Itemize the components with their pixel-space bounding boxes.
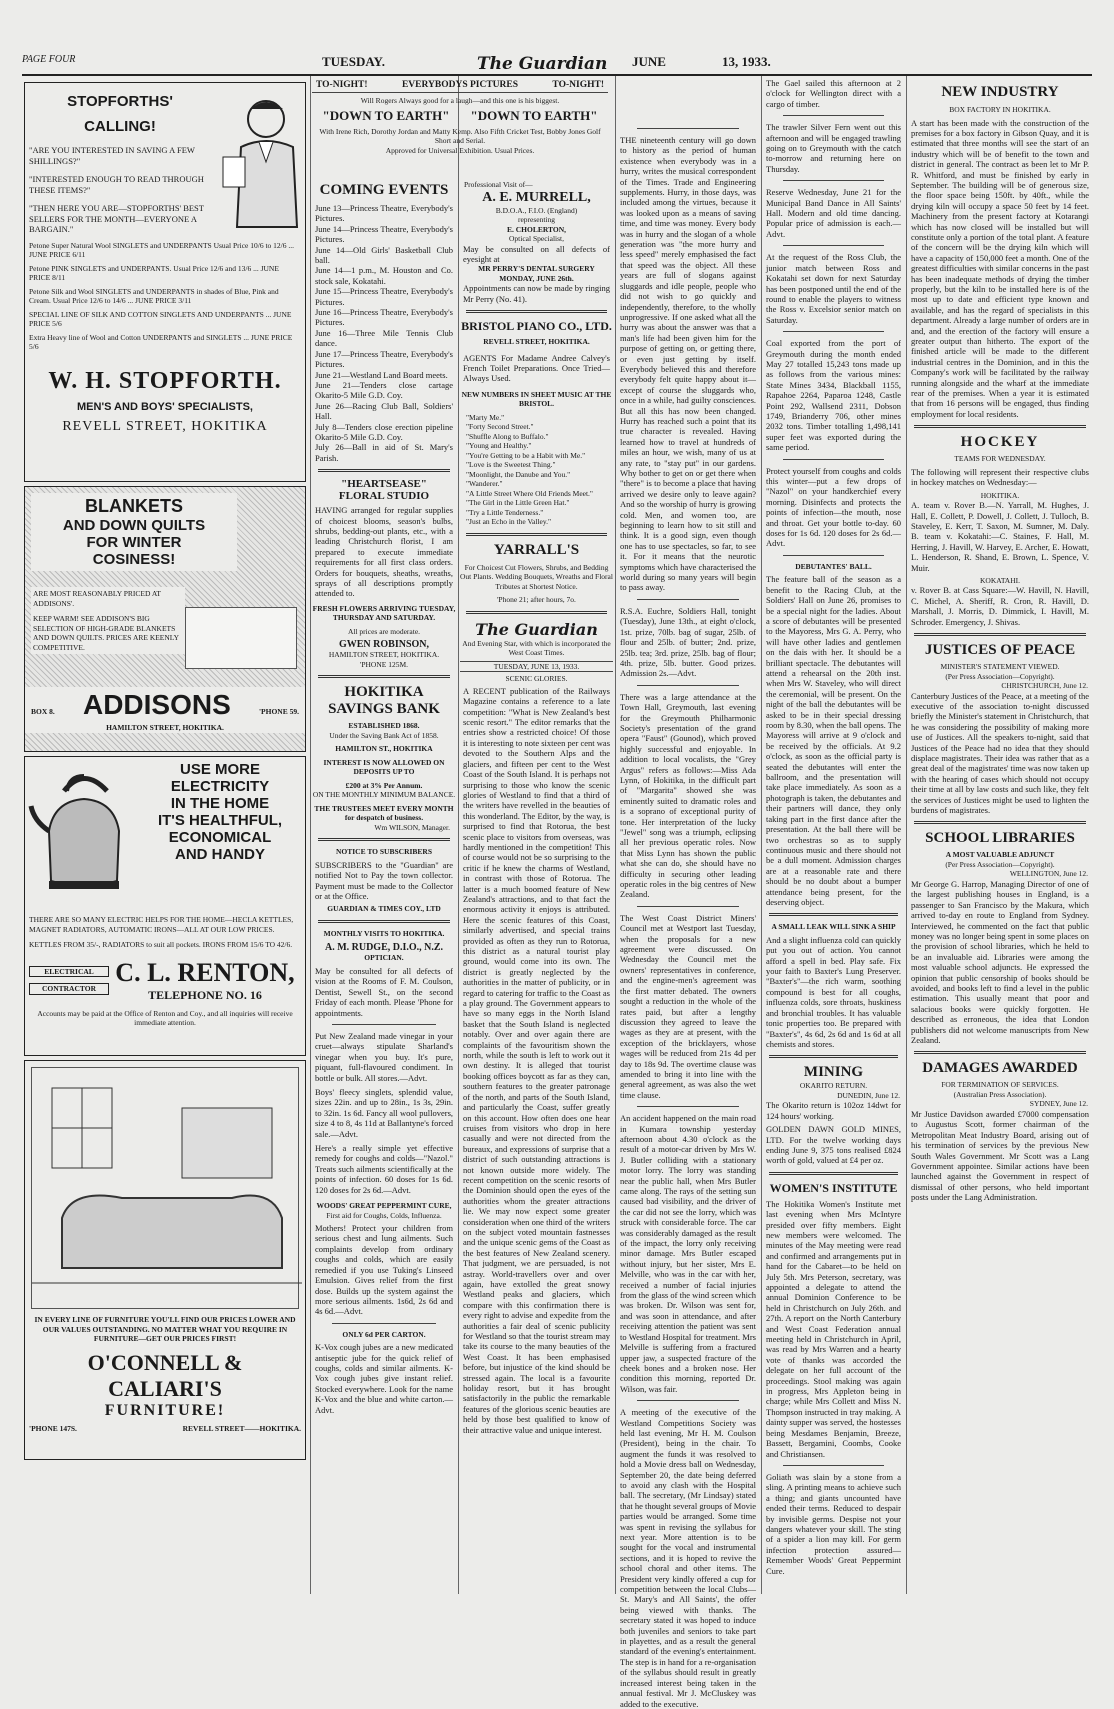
addisons-headline: FOR WINTER [86, 534, 182, 551]
article-silver-fern: The trawler Silver Fern went out this afternoon and will be engaged trawling going on to Greymouth with the catch to-morrow and returning here on Thursday. [766, 122, 901, 174]
hockey-heading: HOCKEY [960, 434, 1040, 451]
renton-headline: ELECTRICITY [170, 778, 270, 795]
article-accident: An accident happened on the main road in Kumara township yesterday afternoon about 4.30 o'clock as the result of a motor-car driven by Mrs W. J. Butler colliding with a stationary motor lorry. The lorry was standing near the public hall, when Mrs Butler came along. The rays of the setting sun caused bad visibility, and the driver of the car did not see the lorry, which was struck with considerable force. The car was considerably damaged as the result of the impact, the lorry only receiving minor damage. Mrs Butler escaped without injury, but her sister, Mrs E. Melville, who was in the car with her, received a number of facial injuries from the glass of the wind screen which was broken. Dr. Wilson was sent for, and was soon in attendance, and after receiving attention the patient was sent to Westland Hospital for treatment. Mrs Melville is suffering from a fractured upper jaw, a suspected fracture of the cheek bones and a broken nose. Her condition this morning, reported Dr. Wilson, was fair. [620, 1113, 756, 1394]
addisons-headline: AND DOWN QUILTS [62, 517, 206, 534]
bank-title: HOKITIKA [344, 684, 424, 701]
article-faust: There was a large attendance at the Town Hall, Greymouth, last evening for the Greymouth Philharmonic Society's presentation of the grand opera "Faust" (Gounod), which proved highly successful and enjoyable. In addition to local vocalists, the "Grey Argus" refers as follows:—Miss Ada Lynn, of Hokitika, in the difficult part of "Margarita" showed she was eminently suited to dramatic roles and is a soprano of exceptional purity of tone. Her interpretation of the lucky "Jewel" song was a triumph, eclipsing all her previous operatic roles. Now that Miss Lynn has shown the public what she can do, she should have no difficulty in securing other leading operatic roles in the big centres of New Zealand. [620, 691, 756, 900]
addisons-phone: 'PHONE 59. [258, 707, 299, 716]
song-item: "Just an Echo in the Valley." [466, 517, 552, 527]
song-item: "You're Getting to be a Habit with Me." [466, 450, 586, 460]
bank-manager: Wm WILSON, Manager. [374, 822, 450, 832]
libraries-dateline: WELLINGTON, June 12. [1009, 869, 1088, 879]
event-item: June 14—Old Girls' Basketball Club ball. [315, 244, 453, 266]
article-libraries: Mr George G. Harrop, Managing Director of one of the largest publishing houses in England, is a passenger to San Francisco by the Makura, which arrived to-day en route to England from Sydney. Interviewed, he commented on the fact that public money was no longer being spent in some places on the provision of school libraries, which he held to be an invaluable aid. Libraries were among the most valuable school adjuncts. He expressed the opinion that public censorship of books should be avoided, and books left to find a level in the public estimation. This usually meant that poor and salacious books were quickly forgotten. He described as erroneous, the idea that London publishers did not welcome manuscripts from New Zealand. [911, 878, 1089, 1046]
song-item: "Wanderer." [466, 479, 503, 489]
event-item: June 21—Westland Land Board meets. [315, 369, 448, 380]
article-miners: The West Coast District Miners' Council met at Westport last Tuesday, when the proposals for a new agreement were discussed. On Wednesday the Council met the owners' representatives in conference, and the engine-men's agreement was the first matter debated. The owners sought a reduction in the whole of the rates paid, but after a lengthy discussion they agreed to leave the wages as they are at present, with the exception of the bricklayers, whose wages will be reduced from 21s 4d per day to 18s 9d. The overtime clause was amended to bring it into line with the general agreement, as was also the wet time clause. [620, 912, 756, 1100]
price-item: Extra Heavy line of Wool and Cotton UNDERPANTS and SINGLETS ... JUNE PRICE 5/6 [29, 332, 293, 351]
yarrall-title: YARRALL'S [493, 541, 580, 558]
damages-assoc: (Australian Press Association). [953, 1089, 1047, 1099]
electrical-label: ELECTRICAL [29, 966, 109, 978]
column-4 [617, 78, 759, 1709]
article-justices: Canterbury Justices of the Peace, at a meeting of the executive of the association to-night discussed briefly the Minister's statement in Christchurch, that he was considering the possibility of making more use of Justices. All the speakers to-night, said that Justices of the Peace had no idea that they should displace magistrates. Their idea was rather that as a great deal of the magistrates' time was now taken up with the hearing of cases which should not occupy their time at all by law costs and such like, they felt the services of Justices might be used to lighten the burdens of magistrates. [911, 690, 1089, 816]
event-item: July 26—Ball in aid of St. Mary's Parish. [315, 442, 453, 463]
addisons-name: ADDISONS [82, 689, 231, 720]
hockey-subheading: TEAMS FOR WEDNESDAY. [954, 454, 1046, 464]
song-item: "Forty Second Street." [466, 422, 534, 432]
murrell-name: A. E. MURRELL, [482, 189, 591, 205]
article-damages: Mr Justice Davidson awarded £7000 compensation to Augustus Scott, former chairman of the Metropolitan Meat Industry Board, arising out of his termination of services by the previous New South Wales Government. Mr Scott was a Lang Government appointee. Similar actions have been launched against the Government in respect of dismissal of other persons, who held important posts under the Lang Administration. [911, 1108, 1089, 1203]
addisons-box: BOX 8. [31, 707, 55, 716]
rudge-name: A. M. RUDGE, D.I.O., N.Z. [324, 942, 444, 954]
price-item: Petone PINK SINGLETS and UNDERPANTS. Usual Price 12/6 and 13/6 ... JUNE PRICE 8/11 [29, 263, 279, 282]
room-illustration [31, 1067, 299, 1309]
kettle-illustration [29, 761, 139, 911]
renton-ad [24, 756, 306, 1056]
renton-name: C. L. RENTON, [115, 957, 295, 987]
murrell-intro: Professional Visit of— [464, 180, 533, 189]
addisons-ad [24, 486, 306, 752]
article-nazol: Protect yourself from coughs and colds this winter—put a few drops of "Nazol" on your handkerchief every morning. Disinfects and protects the points of infection—the mouth, nose and throat. Get your bottle to-day. 60 doses for 1s 6d. 120 doses for 2s 6d.—Advt. [766, 465, 901, 549]
banner-text: Will Rogers Always good for a laugh—and this one is his biggest. [360, 96, 560, 105]
song-item: "Young and Healthy." [466, 441, 532, 451]
murrell-degree: B.D.O.A., F.I.O. (England) [495, 205, 578, 215]
advert-note: Put New Zealand made vinegar in your cruet—always stipulate Sharland's vinegar when you buy. It's pure, piquant, full-flavoured condiment. In bottle or bulk. All stores.—Advt. [315, 1030, 453, 1083]
event-item: June 16—Three Mile Tennis Club dance. [315, 327, 453, 349]
oconnell-phone: 'PHONE 147S. [29, 1423, 77, 1433]
article-golden-dawn: GOLDEN DAWN GOLD MINES, LTD. For the twelve working days ending June 9, 375 tons realised £824 worth of gold, valued at £4 per oz. [766, 1124, 901, 1166]
rudge-optician: OPTICIAN. [364, 953, 404, 963]
oconnell-name: O'CONNELL & CALIARI'S [87, 1349, 243, 1401]
kokatahi-team: v. Rover B. at Cass Square:—W. Havill, N. Havill, C. Michel, A. Sheriff, R. Cron, R. Havill, D. Marshall, J. Morris, D. Dimmick, I. Havill, M. Schroder. Emergency, J. Shivas. [911, 585, 1089, 627]
stopforth-name: W. H. STOPFORTH. [48, 367, 282, 394]
addisons-street: HAMILTON STREET, HOKITIKA. [25, 723, 305, 733]
event-item: June 14—Princess Theatre, Everybody's Pictures. [315, 223, 453, 245]
song-item: "Shuffle Along to Buffalo." [466, 431, 549, 441]
murrell-firm: E. CHOLERTON, [507, 224, 566, 234]
damages-dateline: SYDNEY, June 12. [1029, 1099, 1088, 1109]
banner-text: With Irene Rich, Dorothy Jordan and Matty Kemp. Also Fifth Cricket Test, Bobby Jones Golf Short and Serial. [319, 126, 601, 145]
mining-heading: MINING [803, 1064, 864, 1081]
song-item: "The Girl in the Little Green Hat." [466, 498, 570, 508]
florist-prices: All prices are moderate. [347, 626, 421, 636]
rudge-title: MONTHLY VISITS TO HOKITIKA. [323, 928, 445, 938]
article-mining: The Okarito return is 102oz 14dwt for 124 hours' working. [766, 1100, 901, 1121]
florist-ad [312, 478, 456, 669]
rudge-body: May be consulted for all defects of vision at the Rooms of F. M. Coulson, Dentist, Sewell St., on the second Friday of each month. Please 'Phone for appointments. [315, 965, 453, 1018]
bank-established: ESTABLISHED 1868. [348, 721, 420, 731]
notice-body: SUBSCRIBERS to the "Guardian" are notified Not to Pay the town collector. Payment must be made to the Collector or at the Office. [315, 859, 453, 902]
subscribers-notice [312, 847, 456, 914]
yarrall-ad [460, 542, 613, 605]
murrell-rep: representing [517, 215, 556, 224]
libraries-heading: SCHOOL LIBRARIES [925, 830, 1075, 847]
renton-text: Accounts may be paid at the Office of Renton and Coy., and all inquiries will receive immediate attention. [37, 1008, 293, 1027]
florist-phone: 'PHONE 125M. [359, 659, 409, 669]
article-industry: A start has been made with the construction of the premises for a box factory in Gibson Quay, and it is estimated that three months will see the start of an industry which will be of benefit to the town and district in general. The contract as been let to Mr P. R. Whitford, and must be finished by early in September. The building will be of generous size, the floor space being 150ft. by 40ft., while the drying kiln will occupy a space 50 feet by 14 feet. Machinery from the present factory at Kotarangi which has now closed will be installed but will constitute only a portion of the total plant. A feature of the concern will be the drying kiln which will have a capacity of 150,000 feet a month. One of the greatest difficulties with similar concerns in the past has been inadequate methods of drying the timber properly, but the kiln to be installed here is of the most up to date and efficient type known and available, and has the regard of specialists in this department. Already a large number of orders are in and, and the erection of the factory will ensure a greater output than hitherto. The export of the finished article will be made to the different industrial centres in the Dominion, and in this the Company's work will be facilitated by the railway running alongside and the wharf at the immediate rear of the premises. When a year it is estimated that from 16 persons will be engaged, thus finding employment for local residents. [911, 117, 1089, 419]
bank-act: Under the Saving Bank Act of 1858. [329, 730, 439, 740]
piano-address: REVELL STREET, HOKITIKA. [483, 337, 590, 347]
florist-name: GWEN ROBINSON, [338, 639, 429, 651]
song-item: "Marty Me." [466, 412, 505, 422]
murrell-ad [460, 180, 613, 304]
piano-title: BRISTOL PIANO CO., LTD. [461, 319, 612, 334]
florist-body: HAVING arranged for regular supplies of choicest blooms, season's bulbs, shrubs, bedding-out plants, etc., with a leading Christchurch florist, I am prepared to execute immediate requirements for all first class orders. Orders for bouquets, sheaths, wreaths, sprays of all descriptions promptly attended to. [315, 505, 453, 599]
event-item: June 17—Princess Theatre, Everybody's Pictures. [315, 348, 453, 370]
justices-subheading: MINISTER'S STATEMENT VIEWED. [940, 662, 1060, 672]
renton-telephone: TELEPHONE NO. 16 [148, 987, 262, 1002]
addisons-headline: COSINESS! [92, 551, 176, 568]
film-title: "DOWN TO EARTH" [322, 107, 450, 123]
stopforth-subtitle: CALLING! [84, 118, 156, 135]
stopforth-title: STOPFORTHS' [67, 93, 173, 110]
florist-title: "HEARTSEASE" [341, 478, 427, 491]
column-2 [312, 180, 456, 1594]
stopforth-question: "INTERESTED ENOUGH TO READ THROUGH THESE ITEMS?" [29, 174, 204, 195]
bank-minimum: ON THE MONTHLY MINIMUM BALANCE. [312, 790, 456, 800]
industry-heading: NEW INDUSTRY [941, 84, 1059, 100]
florist-fresh: FRESH FLOWERS ARRIVING TUESDAY, THURSDAY AND SATURDAY. [312, 603, 456, 623]
banner-title: EVERYBODYS PICTURES [401, 80, 519, 90]
bed-illustration [185, 607, 297, 669]
event-item: June 21—Tenders close cartage Okarito-5 Mile G.D. Coy. [315, 379, 453, 401]
pictures-banner [312, 78, 608, 178]
bank-title: SAVINGS BANK [328, 701, 440, 718]
coming-events-title: COMING EVENTS [319, 182, 449, 198]
florist-address: HAMILTON STREET, HOKITIKA. [328, 650, 440, 660]
justices-assoc: (Per Press Association—Copyright). [945, 671, 1055, 681]
article-coal: Coal exported from the port of Greymouth during the month ended May 27 totalled 15,243 tons made up as follows from the various mines: State Mines 3434, Blackball 1155, Rapahoe 2264, Paparoa 1248, Castle Point 292, Wallsend 2311, Dobson 1749, Brianderry 706, other mines 2032 tons. Timber totalling 1,498,141 super feet was exported during the same period. [766, 338, 901, 453]
renton-headline: AND HANDY [175, 846, 265, 863]
hockey-intro: The following will represent their respective clubs in hockey matches on Wednesday:— [911, 466, 1089, 488]
price-item: Petone Super Natural Wool SINGLETS and UNDERPANTS Usual Price 10/6 to 12/6 ... JUNE PRICE 6/11 [29, 240, 295, 259]
addisons-text: KEEP WARM! SEE ADDISON'S BIG SELECTION OF HIGH-GRADE BLANKETS AND DOWN QUILTS. PRICES ARE KEENLY COMPETITIVE. [33, 614, 179, 652]
price-item: SPECIAL LINE OF SILK AND COTTON SINGLETS AND UNDERPANTS ... JUNE PRICE 5/6 [29, 309, 292, 328]
event-item: June 14—1 p.m., M. Houston and Co. stock sale, Kokatahi. [315, 265, 453, 286]
justices-dateline: CHRISTCHURCH, June 12. [1001, 681, 1088, 691]
column-divider [310, 76, 311, 1594]
hokitika-teams: A. team v. Rover B.—N. Yarrall, M. Hughes, J. Hall, E. Collett, P. Dowell, J. Collett, J. Tulloch, B. Staveley, E. Kerr, T. Saxon, M. Sumner, M. Daly. B. team v. Kokatahi:—C. Staines, F. Hall, M. Herring, J. Havill, W. Harvey, E. Archer, E. Howatt, L. Henderson, R. Shand, E. Brown, L. Spence, V. Muir. [911, 500, 1089, 573]
peppermint-title: WOODS' GREAT PEPPERMINT CURE, [316, 1201, 452, 1211]
editorial-masthead: The Guardian [475, 619, 598, 639]
header-day: TUESDAY. [322, 54, 385, 69]
notice-name: GUARDIAN & TIMES COY., LTD [327, 904, 441, 914]
industry-subheading: BOX FACTORY IN HOKITIKA. [949, 105, 1051, 114]
piano-agents: AGENTS For Madame Andree Calvey's French Toilet Preparations. Once Tried—Always Used. [463, 352, 610, 384]
murrell-appointments: Appointments can now be made by ringing Mr Perry (No. 41). [463, 283, 610, 304]
kvox-body: K-Vox cough jubes are a new medicated antiseptic jube for the quick relief of coughs, colds and similar ailments. K-Vox cough jubes give instant relief. Stocked everywhere. Look for the name K-Vox and the blue and white carton.—Advt. [315, 1342, 453, 1415]
peppermint-body: Mothers! Protect your children from serious chest and lung ailments. Such complaints develop from ordinary coughs and colds, which are easily remedied if you use Tuking's Linseed Emulsion. Gives relief from the first dose. Builds up the system against the more serious ailments. 1s6d, 2s 6d and 4s 6d.—Advt. [315, 1223, 453, 1317]
debutantes-heading: DEBUTANTES' BALL. [795, 561, 872, 571]
column-3 [460, 180, 613, 1594]
event-item: June 13—Princess Theatre, Everybody's Pictures. [315, 203, 453, 224]
column-divider [906, 76, 907, 1594]
renton-headline: IT'S HEALTHFUL, [157, 812, 283, 829]
stopforth-question: "THEN HERE YOU ARE—STOPFORTHS' BEST SELLERS FOR THE MONTH—EVERYONE A BARGAIN." [29, 203, 204, 234]
article-competitions: A meeting of the executive of the Westland Competitions Society was held last evening, Mr H. M. Coulson (President), being in the chair. To augment the funds it was resolved to hold a Movie dress ball on Wednesday, September 20, the date being deferred to avoid any clash with the Hospital ball. The secretary, (Mr Lindsay) stated that he thought several groups of Movie parties would be arranged. Some time was spent in revising the syllabus for next year. More attention is to be sought for the vocal and instrumental sections, and it is hoped to revive the school choral and other items. The President very kindly offered a cup for competition between the local Clubs—St. Mary's and All Saints', the offer being viewed with thanks. The secretary stated it was hoped to induce both juveniles and seniors to take part in playettes, and as a result the general standard of the evening's entertainment. The step is in hand for a re-organisation of the syllabus should result in greatly increased interest being taken in the annual festival. Mr J. McCluskey was added to the executive. [620, 1407, 756, 1709]
mining-dateline: DUNEDIN, June 12. [837, 1090, 900, 1100]
bank-interest: INTEREST IS NOW ALLOWED ON DEPOSITS UP TO [323, 757, 445, 777]
piano-new-music: NEW NUMBERS IN SHEET MUSIC AT THE BRISTOL. [461, 389, 612, 409]
column-divider [761, 76, 762, 1594]
stopforth-address: REVELL STREET, HOKITIKA [62, 418, 268, 434]
stopforth-ad [24, 82, 306, 482]
hokitika-heading: HOKITIKA. [980, 490, 1020, 500]
song-item: "Moonlight, the Danube and You." [466, 469, 571, 479]
murrell-firm2: Optical Specialist, [509, 234, 564, 243]
bristol-piano-ad [460, 319, 613, 527]
yarrall-phone: 'Phone 21; after hours, 7o. [497, 595, 576, 605]
renton-text: KETTLES FROM 35/-, RADIATORS to suit all pockets. IRONS FROM 15/6 TO 42/6. [29, 940, 293, 949]
damages-heading: DAMAGES AWARDED [922, 1060, 1078, 1077]
article-ross: At the request of the Ross Club, the junior match between Ross and Kokatahi set down for next Saturday has been postponed until the end of the round to enable the players to witness the Ross v. Excelsior senior match on Saturday. [766, 252, 901, 325]
contractor-label: CONTRACTOR [29, 983, 109, 995]
addisons-headline: BLANKETS [85, 496, 183, 516]
oconnell-ad [24, 1060, 306, 1460]
masthead: The Guardian [477, 54, 608, 74]
editorial-sub: And Evening Star, with which is incorporated the West Coast Times. [462, 638, 611, 658]
libraries-assoc: (Per Press Association—Copyright). [945, 859, 1055, 869]
event-item: June 16—Princess Theatre, Everybody's Pictures. [315, 307, 453, 328]
editorial-body: A RECENT publication of the Railways Magazine contains a reference to a late competition: "What is New Zealand's best scenic resort." The editor remarks that the entries show a restricted choice! Of those it is interesting to note sixteen per cent was devoted to the Southern Alps and the glaciers, and fifteen per cent to the West Coast of the South Island. It is perhaps not surprising to those who know the scenic glories of Westland to find that a third of the writers have revelled in the beauties of this wonderland. The Editor, by the way, is surprised to find that Rotorua, the best scenic place to visitors from overseas, was hardly mentioned in the competition! This of course would not be so surprising to the critic if he knew the charms of Westland, in contrast with those of Rotorua. The latter is a much boomed feature of New Zealand's attractions, and to that fact the enormous activity it enjoys is attributed. Here the scenic features of this Coast, similarly advertised, and special trains provided as often as they run to Rotorua, this district as a natural tourist play ground, would come into its own. The district is greatly neglected by the authorities in the matter of publicity, or in regard to catering for traffic to the Coast as a play ground. The Government appears to have so many eggs in the North Island basket that the South Island is neglected notably. Over and over again there are complaints of the favouritism shown the north, while the south is left to work out it own destiny. It is alleged that tourist booking offices boycott as far as they can, southern features to the greater patronage of the north, and parts of the South Island, and particularly the Coast, suffer greatly on this account. How often does one hear cruises from visitors who drop in here casually and were not directed from the bureaux, and expressions of surprise that a district of such outstanding attractions is not known outside more widely. The recent competition on the scenic resorts of the Dominion should open the eyes of the authorities whom the greater attractions lie. We may now expect some greater consideration when one third of the writers on the subject voted mountain fastnesses and the unique scenic gems of the Coast as the best features of New Zealand scenery. That judgment, we are persuaded, is not astray. World-travellers over and over again, have extolled the great snowy Westland peaks and glaciers, which compare with this confirmation there is every right to advise and expedite from the authorities a fair deal of scenic publicity for Westland so that the tourist stream may take its course to the many beauties of the West Coast. It has been emphasised before, but injustice of the kind should be stressed again. The local is a favourite holiday resort, but it has brought satisfactorily in the public the remarkable features of the glorious scenic beauties are held by those best qualified to know of their attractive value and unique interest. [463, 685, 610, 1435]
justices-heading: JUSTICES OF PEACE [924, 642, 1076, 659]
column-divider [458, 76, 459, 1594]
editorial [460, 620, 613, 1435]
event-item: June 26—Racing Club Ball, Soldiers' Hall. [315, 400, 453, 422]
savings-bank-ad [312, 684, 456, 832]
florist-subtitle: FLORAL STUDIO [338, 490, 430, 503]
bank-trustees: THE TRUSTEES MEET EVERY MONTH for despatch of business. [314, 803, 454, 823]
salesman-illustration [211, 87, 301, 227]
banner-text: Approved for Universal Exhibition. Usual Prices. [385, 145, 535, 155]
song-list [460, 413, 613, 527]
leak-heading: A SMALL LEAK WILL SINK A SHIP [771, 922, 896, 932]
notice-title: NOTICE TO SUBSCRIBERS [335, 847, 432, 857]
murrell-body: May be consulted on all defects of eyesight at [463, 243, 610, 264]
header-month: JUNE [632, 54, 666, 69]
banner-right: TO-NIGHT! [552, 80, 604, 90]
kokatahi-heading: KOKATAHI. [979, 575, 1021, 585]
editorial-date: TUESDAY, JUNE 13, 1933. [460, 661, 613, 673]
coming-events-list [312, 203, 456, 463]
article-hurry: THE nineteenth century will go down to history as the period of human existence when everybody was in a hurry, writes the musical correspondent of the Times. Trade and Engineering supplements. Hurry, in those days, was included among the virtues, because it was looked upon as a means of saving time, and time was money. Every body was in hurry and the slogan of a whole generation was "the more hurry and less speed" merely emphasised the fact that speed was the object. All these years are full of slogans against sluggards and idle people, people who did not wish to go quickly and independently, therefore, to the wholly unprogressive. If one asked what all the hurry was about the answer was that a man's life had been given him for the purpose of getting on, or getting there, or even just getting by itself. Everybody believed this and therefore everybody felt quite happy about it—except of course the sluggards who, once in a while, had guilty consciences. But all this has now been changed. Hurry has reached such a point that its true character is revealed. Having learned how to travel at hundreds of miles an hour, we wish, many of us at any rate, to "stay put" in our gardens. Why bother to get on or get there when "there" is to become a place that having arrived we desire only to leave again? And so the worship of hurry is growing cold. Men, and women too, are beginning to learn how to sit still and think. It is a good sign, even though one has to use spectacles, so far, to see it. For it means that the neurotic symptoms which have characterised the world during so many years will begin to pass away. [620, 135, 756, 593]
song-item: "Love is the Sweetest Thing." [466, 460, 556, 470]
article-womens-institute: The Hokitika Women's Institute met last evening when Mrs McIntyre presided over fifty members. Eight new members were welcomed. The minutes of the May meeting were read and confirmed and arrangements put in hand for the Cabaret—to be held on July 5th. Mrs Peterson, secretary, was appointed a delegate to attend the annual Dominion Conference to be held in Christchurch on July 26th. and 27th. A report on the North Canterbury and West Coast Federation annual meeting held in Christchurch in April, was read by Mrs Warren and a hearty vote of thanks was accorded the delegate on her full account of the proceedings. Stool making was again in progress, Mrs Appleton being in charge; while Mrs Collett and Miss N. Thompson instructed in tray making. A dainty supper was served, the hostesses being Mesdames Benjamin, Breeze, Bassett, Bergamini, Coombs, Cooke and Christiansen. [766, 1198, 901, 1459]
header-date: 13, 1933. [722, 54, 771, 69]
column-ads-left [22, 78, 308, 1594]
column-divider [615, 76, 616, 1594]
womens-institute-heading: WOMEN'S INSTITUTE [769, 1180, 898, 1195]
article-goliath: Goliath was slain by a stone from a sling. A printing means to achieve such a thing; and giants uncounted have ended their terms. Reduced to despair by invisible germs. Despise not your dangers whatever your skill. The sting of a spider a lion may kill. For germ infection protection assured—Remember Woods' Great Peppermint Cure. [766, 1471, 901, 1576]
song-item: "Try a Little Tenderness." [466, 507, 544, 517]
addisons-text: ARE MOST REASONABLY PRICED AT ADDISONS'. [33, 589, 161, 608]
oconnell-text: IN EVERY LINE OF FURNITURE YOU'LL FIND OUR PRICES LOWER AND OUR VALUES OUTSTANDING. NO MATTER WHAT YOU REQUIRE IN FURNITURE—GET OUR PRICES FIRST! [34, 1315, 296, 1343]
advert-note: Boys' fleecy singlets, splendid value, sizes 22in. and up to 28in., 1s 3s, 29in. to 32in. 1s 6d. Fancy all wool pullovers, size 4 to 8, 4s 11d at Ballantyne's forced sale.—Advt. [315, 1087, 453, 1139]
event-item: July 8—Tenders close erection pipeline Okarito-5 Mile G.D. Coy. [315, 421, 453, 442]
mining-subheading: OKARITO RETURN. [799, 1081, 868, 1091]
article-gael: The Gael sailed this afternoon at 2 o'clock for Wellington direct with a cargo of timber. [766, 78, 901, 109]
stopforth-price-list [29, 241, 301, 352]
advert-note: Here's a really simple yet effective remedy for coughs and colds—"Nazol." Treats such ailments scientifically at the points of infection. 60 doses for 1s 6d. 120 doses for 2s 6d.—Advt. [315, 1143, 453, 1195]
stopforth-question: "ARE YOU INTERESTED IN SAVING A FEW SHILLINGS?" [29, 145, 195, 166]
event-item: June 15—Princess Theatre, Everybody's Pictures. [315, 286, 453, 307]
page-number: PAGE FOUR [22, 54, 76, 65]
kvox-title: ONLY 6d PER CARTON. [342, 1329, 426, 1339]
article-rsa: R.S.A. Euchre, Soldiers Hall, tonight (Tuesday), June 13th., at eight o'clock, 1st. prize, 70lb. bag of sugar, 25lb. of flour and 25lb. of butter; 2nd. prize, 25lb. tea; 3rd. prize, 25lb. bag of flour; 4th. prize, 5lb. butter. Good prizes. Admission 2s.—Advt. [620, 605, 756, 679]
editorial-headline: SCENIC GLORIES. [505, 674, 568, 684]
header-rule [22, 74, 1092, 76]
article-band-dance: Reserve Wednesday, June 21 for the Municipal Band Dance in All Saints' Hall. Modern and old time dancing. Popular price of admission is each.—Advt. [766, 187, 901, 239]
murrell-surgery: MR PERRY'S DENTAL SURGERY [478, 264, 595, 274]
article-leak: And a slight influenza cold can quickly put you out of action. You cannot afford a spell in bed. Play safe. Fix your faith to Baxter's Lung Preserver. "Baxter's"—the rich warm, soothing compound is best for all coughs, influenza colds, sore throats, huskiness and bronchial troubles. It has valuable tonic properties too. Be prepared with "Baxter's", 4s 6d, 2s 6d and 1s 6d at all chemists and stores. [766, 934, 901, 1049]
column-5 [763, 78, 904, 1594]
peppermint-sub: First aid for Coughs, Colds, Influenza. [326, 1210, 442, 1220]
oconnell-street: REVELL STREET——HOKITIKA. [182, 1423, 301, 1433]
rudge-ad [312, 929, 456, 1018]
renton-headline: ECONOMICAL [168, 829, 272, 846]
column-6 [908, 78, 1092, 1594]
price-item: Petone Silk and Wool SINGLETS and UNDERPANTS in shades of Blue, Pink and Cream. Usual Price 12/6 to 14/6 ... JUNE PRICE 3/11 [29, 286, 279, 305]
renton-headline: IN THE HOME [170, 795, 270, 812]
page-header [22, 52, 1092, 74]
murrell-day: MONDAY, JUNE 26th. [499, 273, 574, 283]
yarrall-body: For Choicest Cut Flowers, Shrubs, and Bedding Out Plants. Wedding Bouquets, Wreaths and Floral Tributes at Shortest Notice. [460, 562, 613, 591]
banner-left: TO-NIGHT! [316, 80, 368, 90]
renton-text: THERE ARE SO MANY ELECTRIC HELPS FOR THE HOME—HECLA KETTLES, MAGNET RADIATORS, AUTOMATIC IRONS—ALL AT OUR LOW PRICES. [29, 915, 294, 934]
libraries-subheading: A MOST VALUABLE ADJUNCT [945, 850, 1055, 860]
oconnell-furniture: FURNITURE! [104, 1401, 226, 1419]
song-item: "A Little Street Where Old Friends Meet." [466, 488, 593, 498]
bank-amount: £200 at 3% Per Annum. [345, 780, 423, 790]
renton-headline: USE MORE [179, 761, 260, 778]
damages-subheading: FOR TERMINATION OF SERVICES. [941, 1080, 1059, 1090]
film-title: "DOWN TO EARTH" [470, 107, 598, 123]
bank-address: HAMILTON ST., HOKITIKA [335, 744, 433, 754]
article-debutantes: The feature ball of the season as a benefit to the Racing Club, at the Soldiers' Hall on June 26, promises to be a special night for the ladies. About a score of debutantes will be presented to the Mayoress, Mrs G. A. Perry, who will have other ladies and gentlemen on the dais with her. It should be a brilliant spectacle. The debutantes will attend a rehearsal on the 20th inst. when Mrs W. Staveley, who will direct the ceremonial, will be present. On the night of the ball the debutantes will be asked to be in their special dressing room by 8.30, when the ball opens. The Mayoress will arrive at 9 o'clock and be received by the officials. At 9.2 o'clock, as soon as the official party is seated the debutantes will enter the ballroom, and the presentation will take place immediately. As soon as a photograph is taken, the debutantes and their partners will dance, they only taking part in the first dance after the presentation. At the ball there will be two orchestras so as to supply continuous music and there should not be a dull moment. Admission charges are at a reasonable rate and there should be no doubt about a bumper attendance being present, for the deserving object. [766, 574, 901, 907]
stopforth-specialists: MEN'S AND BOYS' SPECIALISTS, [77, 400, 253, 413]
